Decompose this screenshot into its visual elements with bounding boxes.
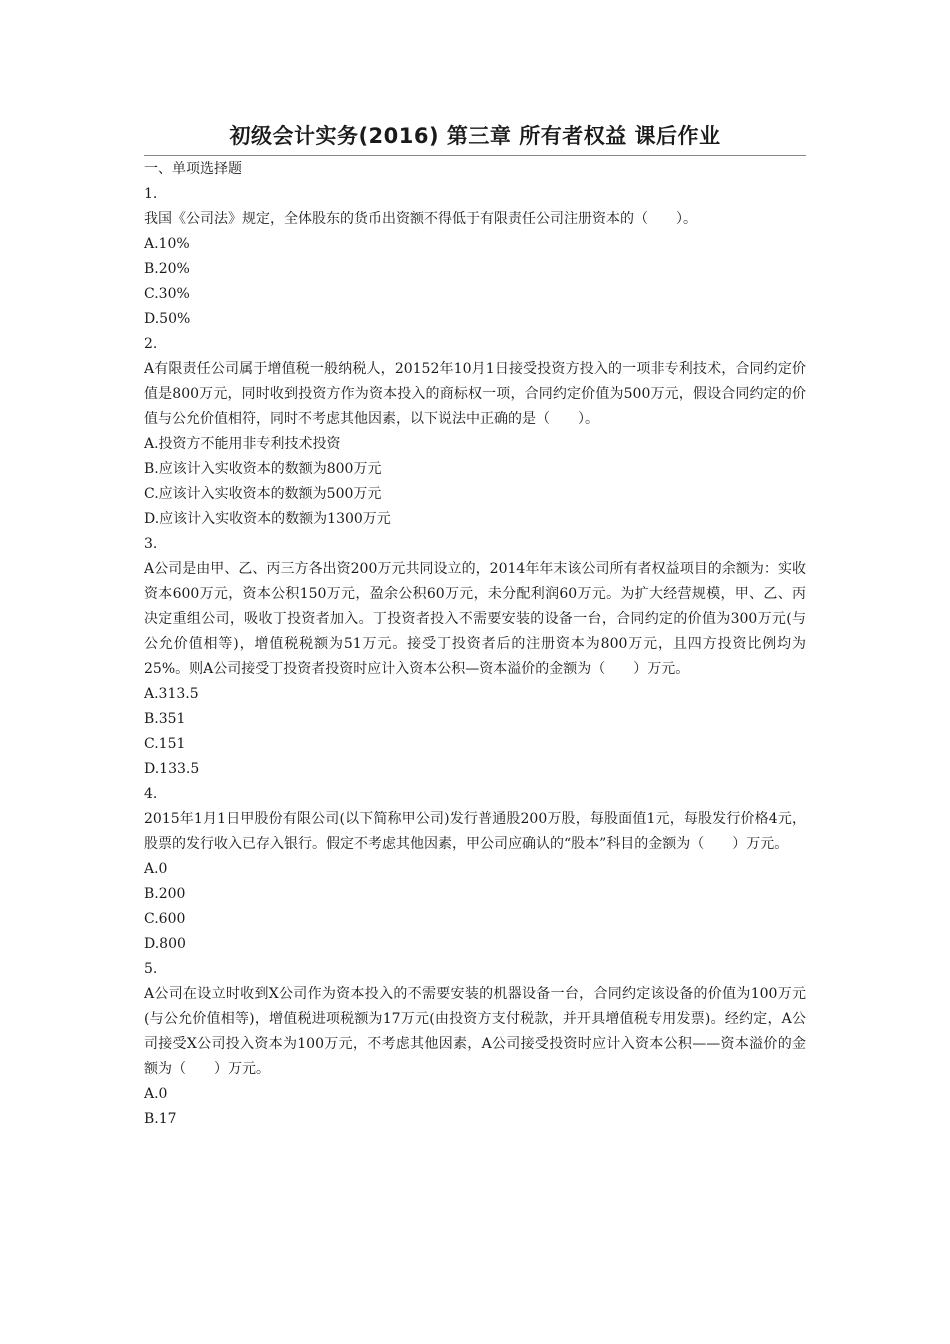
document-body xyxy=(144,157,806,1132)
question-stem: A公司在设立时收到X公司作为资本投入的不需要安装的机器设备一台，合同约定该设备的价值为100万元(与公允价值相等)，增值税进项税额为17万元(由投资方支付税款，并开具增值税专用发票)。经约定，A公司接受X公司投入资本为100万元，不考虑其他因素，A公司接受投资时应计入资本公积——资本溢价的金额为（ ）万元。 xyxy=(144,986,806,1077)
option-b: B.17 xyxy=(144,1111,177,1127)
option-d: D.800 xyxy=(144,936,186,952)
question xyxy=(144,957,806,1132)
option-a: A.投资方不能用非专利技术投资 xyxy=(144,436,341,452)
question-number: 3. xyxy=(144,536,158,552)
option-b: B.20% xyxy=(144,261,190,277)
option-c: C.600 xyxy=(144,911,186,927)
option-a: A.0 xyxy=(144,861,168,877)
question-number: 2. xyxy=(144,336,158,352)
option-b: B.351 xyxy=(144,711,186,727)
page-title: 初级会计实务(2016) 第三章 所有者权益 课后作业 xyxy=(229,124,721,148)
option-c: C.151 xyxy=(144,736,186,752)
question-stem: A有限责任公司属于增值税一般纳税人，20152年10月1日接受投资方投入的一项非专利技术，合同约定价值是800万元，同时收到投资方作为资本投入的商标权一项，合同约定价值为500万元，假设合同约定的价值与公允价值相符，同时不考虑其他因素，以下说法中正确的是（ ）。 xyxy=(144,361,806,427)
question xyxy=(144,782,806,957)
question-stem: A公司是由甲、乙、丙三方各出资200万元共同设立的，2014年年末该公司所有者权益项目的余额为：实收资本600万元，资本公积150万元，盈余公积60万元，未分配利润60万元。为扩大经营规模，甲、乙、丙决定重组公司，吸收丁投资者加入。丁投资者投入不需要安装的设备一台，合同约定的价值为300万元(与公允价值相等)，增值税税额为51万元。接受丁投资者后的注册资本为800万元，且四方投资比例均为25%。则A公司接受丁投资者投资时应计入资本公积—资本溢价的金额为（ ）万元。 xyxy=(144,561,806,677)
question xyxy=(144,182,806,332)
option-d: D.应该计入实收资本的数额为1300万元 xyxy=(144,511,391,527)
question-stem: 我国《公司法》规定，全体股东的货币出资额不得低于有限责任公司注册资本的（ ）。 xyxy=(144,211,697,227)
option-a: A.0 xyxy=(144,1086,168,1102)
option-a: A.10% xyxy=(144,236,190,252)
option-c: C.30% xyxy=(144,286,190,302)
question-number: 5. xyxy=(144,961,158,977)
option-b: B.应该计入实收资本的数额为800万元 xyxy=(144,461,382,477)
section-heading: 一、单项选择题 xyxy=(144,161,242,177)
question-number: 4. xyxy=(144,786,158,802)
question-stem: 2015年1月1日甲股份有限公司(以下简称甲公司)发行普通股200万股，每股面值1元，每股发行价格4元，股票的发行收入已存入银行。假定不考虑其他因素，甲公司应确认的“股本”科目的金额为（ ）万元。 xyxy=(144,811,806,852)
question xyxy=(144,532,806,782)
question xyxy=(144,332,806,532)
option-c: C.应该计入实收资本的数额为500万元 xyxy=(144,486,382,502)
option-b: B.200 xyxy=(144,886,186,902)
title-divider xyxy=(144,155,806,156)
question-number: 1. xyxy=(144,186,158,202)
option-a: A.313.5 xyxy=(144,686,199,702)
option-d: D.133.5 xyxy=(144,761,200,777)
option-d: D.50% xyxy=(144,311,191,327)
